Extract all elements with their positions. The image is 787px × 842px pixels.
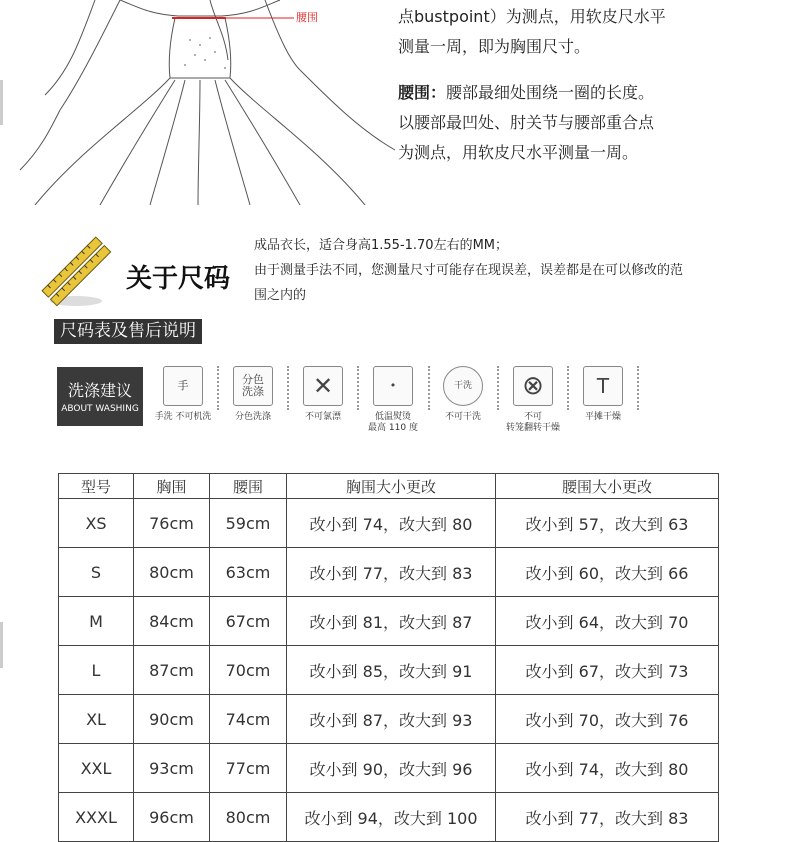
wedding-dress-sketch	[0, 0, 400, 205]
table-row	[59, 744, 719, 793]
table-header-row	[59, 474, 719, 499]
sketch-measure-label: 腰围	[296, 11, 318, 24]
care-label: 手洗 不可机洗	[154, 412, 212, 422]
cell-waist: 80cm	[210, 793, 287, 842]
care-label: 不可干洗	[444, 412, 481, 422]
cell-bust-change: 改小到 74，改大到 80	[287, 499, 496, 548]
table-row	[59, 793, 719, 842]
tape-measure-icon	[40, 235, 112, 307]
cell-size: XXL	[59, 744, 134, 793]
care-label-detail: 转笼翻转干燥	[505, 423, 560, 433]
left-edge-marker	[0, 622, 3, 668]
bust-instruction-line: 测量一周，即为胸围尺寸。	[398, 37, 591, 56]
table-row	[59, 597, 719, 646]
table-row	[59, 695, 719, 744]
cell-bust-change: 改小到 94，改大到 100	[287, 793, 496, 842]
low-iron-icon: •	[373, 366, 413, 406]
care-divider	[217, 366, 219, 410]
no-tumble-dry-icon: ⊗	[513, 366, 553, 406]
bust-instruction-line: 点bustpoint）为测点，用软皮尺水平	[398, 7, 666, 26]
col-header-size: 型号	[59, 474, 134, 499]
size-note-line: 由于测量手法不同，您测量尺寸可能存在现误差，误差都是在可以修改的范	[254, 263, 684, 278]
col-header-waist: 腰围	[210, 474, 287, 499]
care-item	[221, 365, 285, 423]
care-divider	[287, 366, 289, 410]
cell-waist: 63cm	[210, 548, 287, 597]
cell-waist-change: 改小到 60，改大到 66	[496, 548, 719, 597]
left-edge-marker	[0, 80, 3, 125]
care-label: 低温熨烫	[374, 412, 411, 422]
care-divider	[428, 366, 430, 410]
cell-waist: 70cm	[210, 646, 287, 695]
cell-waist-change: 改小到 70，改大到 76	[496, 695, 719, 744]
washing-title: 洗涤建议	[67, 381, 132, 400]
cell-bust-change: 改小到 81，改大到 87	[287, 597, 496, 646]
cell-bust: 90cm	[134, 695, 210, 744]
cell-waist: 67cm	[210, 597, 287, 646]
cell-bust: 80cm	[134, 548, 210, 597]
no-dry-clean-icon: 干洗	[443, 366, 483, 406]
about-size-title: 关于尺码	[126, 264, 231, 294]
cell-bust: 76cm	[134, 499, 210, 548]
waist-instruction-line: 为测点，用软皮尺水平测量一周。	[398, 143, 639, 162]
no-bleach-icon: ✕	[303, 366, 343, 406]
care-label: 不可	[523, 412, 542, 422]
size-note-line: 围之内的	[254, 288, 307, 303]
size-note-line: 成品衣长，适合身高1.55-1.70左右的MM；	[254, 238, 509, 253]
care-label: 平摊干燥	[584, 412, 621, 422]
cell-waist: 77cm	[210, 744, 287, 793]
cell-bust: 93cm	[134, 744, 210, 793]
care-item	[361, 365, 425, 434]
size-chart-banner: 尺码表及售后说明	[54, 319, 202, 344]
cell-size: M	[59, 597, 134, 646]
care-divider	[497, 366, 499, 410]
waist-instruction-line	[398, 78, 778, 108]
cell-waist-change: 改小到 77，改大到 83	[496, 793, 719, 842]
flat-dry-icon: T	[583, 366, 623, 406]
col-header-waist-change: 腰围大小更改	[496, 474, 719, 499]
col-header-bust-change: 胸围大小更改	[287, 474, 496, 499]
cell-size: S	[59, 548, 134, 597]
care-item	[291, 365, 355, 423]
waist-instruction-line: 以腰部最凹处、肘关节与腰部重合点	[398, 113, 655, 132]
col-header-bust: 胸围	[134, 474, 210, 499]
hand-wash-icon: 手	[163, 366, 203, 406]
cell-bust-change: 改小到 90，改大到 96	[287, 744, 496, 793]
care-label-detail: 最高 110 度	[368, 423, 418, 433]
cell-size: L	[59, 646, 134, 695]
cell-size: XS	[59, 499, 134, 548]
care-label: 分色洗涤	[234, 412, 271, 422]
cell-waist: 74cm	[210, 695, 287, 744]
cell-waist: 59cm	[210, 499, 287, 548]
cell-waist-change: 改小到 74，改大到 80	[496, 744, 719, 793]
care-label: 不可氯漂	[304, 412, 341, 422]
cell-bust: 84cm	[134, 597, 210, 646]
care-divider	[567, 366, 569, 410]
cell-waist-change: 改小到 57，改大到 63	[496, 499, 719, 548]
care-item	[151, 365, 215, 423]
cell-waist-change: 改小到 64，改大到 70	[496, 597, 719, 646]
care-divider	[637, 366, 639, 410]
washing-subtitle: ABOUT WASHING	[61, 404, 139, 414]
waist-title: 腰围：	[398, 83, 447, 102]
cell-bust: 96cm	[134, 793, 210, 842]
table-row	[59, 646, 719, 695]
table-row	[59, 548, 719, 597]
waist-instruction-text: 腰部最细处围绕一圈的长度。	[446, 83, 655, 102]
care-item	[571, 365, 635, 423]
cell-size: XXXL	[59, 793, 134, 842]
table-row	[59, 499, 719, 548]
care-item	[501, 365, 565, 434]
washing-badge	[57, 367, 143, 426]
cell-bust-change: 改小到 87，改大到 93	[287, 695, 496, 744]
cell-waist-change: 改小到 67，改大到 73	[496, 646, 719, 695]
cell-size: XL	[59, 695, 134, 744]
cell-bust-change: 改小到 85，改大到 91	[287, 646, 496, 695]
cell-bust: 87cm	[134, 646, 210, 695]
care-divider	[357, 366, 359, 410]
care-item	[431, 365, 495, 423]
size-chart-table	[58, 473, 719, 842]
separate-wash-icon: 分色 洗涤	[233, 366, 273, 406]
cell-bust-change: 改小到 77，改大到 83	[287, 548, 496, 597]
